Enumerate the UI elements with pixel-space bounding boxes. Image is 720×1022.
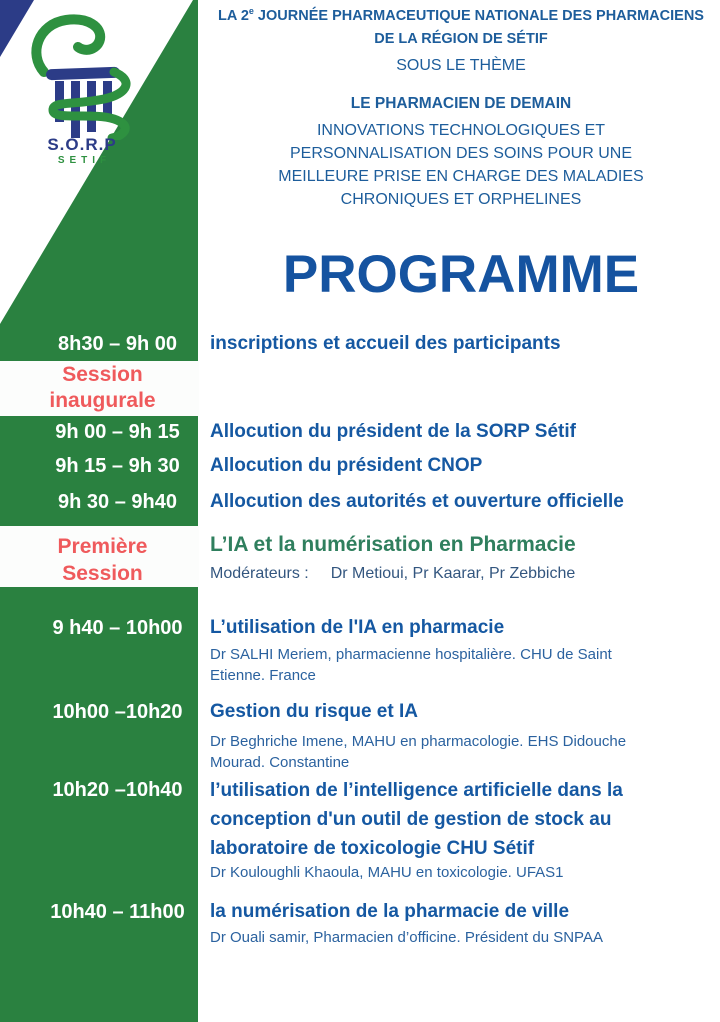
talk-title: Gestion du risque et IA [210,701,418,722]
talk-time: 10h40 – 11h00 [50,901,185,923]
event-time: 9h 30 – 9h40 [58,491,177,513]
talk-title: la numérisation de la pharmacie de ville [210,901,570,922]
talk-speaker: Dr Beghriche Imene, MAHU en pharmacologie. EHS Didouche Mourad. Constantine [210,733,627,771]
event-main-title-prefix: LA 2 [218,7,249,24]
event-main-title [212,0,710,51]
sorp-logo [22,8,142,167]
event-title: Allocution du président CNOP [210,455,483,476]
moderators-names: Dr Metioui, Pr Kaarar, Pr Zebbiche [330,565,576,582]
session-label-line: Première [57,535,148,558]
logo-org-text: S.O.R.P [47,135,117,154]
event-time: 9h 15 – 9h 30 [55,455,180,477]
talk-title: l’utilisation de l’intelligence artificielle dans la conception d'un outil de gestion de stock au laboratoire de toxicologie CHU Sétif [210,780,623,859]
talk-time: 9 h40 – 10h00 [52,617,183,639]
session-topic-title: L’IA et la numérisation en Pharmacie [210,533,576,556]
talk-speaker: Dr SALHI Meriem, pharmacienne hospitalière. CHU de Saint Etienne. France [210,646,612,684]
event-title: Allocution des autorités et ouverture officielle [210,491,624,512]
talk-time: 10h00 –10h20 [52,701,183,723]
session-label-inaugurale [0,362,205,414]
theme-title: LE PHARMACIEN DE DEMAIN [350,95,572,112]
moderators-label: Modérateurs : [210,565,309,582]
theme-kicker: SOUS LE THÈME [396,57,526,74]
session-label-line: Session [62,363,143,386]
event-title: Allocution du président de la SORP Sétif [210,421,576,442]
talk-speaker: Dr Kouloughli Khaoula, MAHU en toxicologie. UFAS1 [210,864,564,881]
session-label-premiere [0,533,205,587]
theme-description: INNOVATIONS TECHNOLOGIQUES ET PERSONNALISATION DES SOINS POUR UNE MEILLEURE PRISE EN CHARGE DES MALADIES CHRONIQUES ET ORPHELINES [278,122,644,208]
session-label-line: inaugurale [49,389,156,412]
event-main-title-superscript: e [248,6,254,16]
event-main-title-rest: JOURNÉE PHARMACEUTIQUE NATIONALE DES PHARMACIENS DE LA RÉGION DE SÉTIF [253,7,704,47]
event-time: 9h 00 – 9h 15 [55,421,180,443]
session-label-line: Session [62,562,143,585]
talk-title: L’utilisation de l'IA en pharmacie [210,617,505,638]
moderators-line [210,564,710,584]
event-time: 8h30 – 9h 00 [58,333,177,355]
program-heading: PROGRAMME [282,245,640,304]
talk-speaker: Dr Ouali samir, Pharmacien d’officine. Président du SNPAA [210,929,603,946]
logo-city-text: SETIF [57,155,112,166]
snake-column-icon [22,8,142,140]
talk-time: 10h20 –10h40 [52,779,183,801]
event-title: inscriptions et accueil des participants [210,333,561,354]
